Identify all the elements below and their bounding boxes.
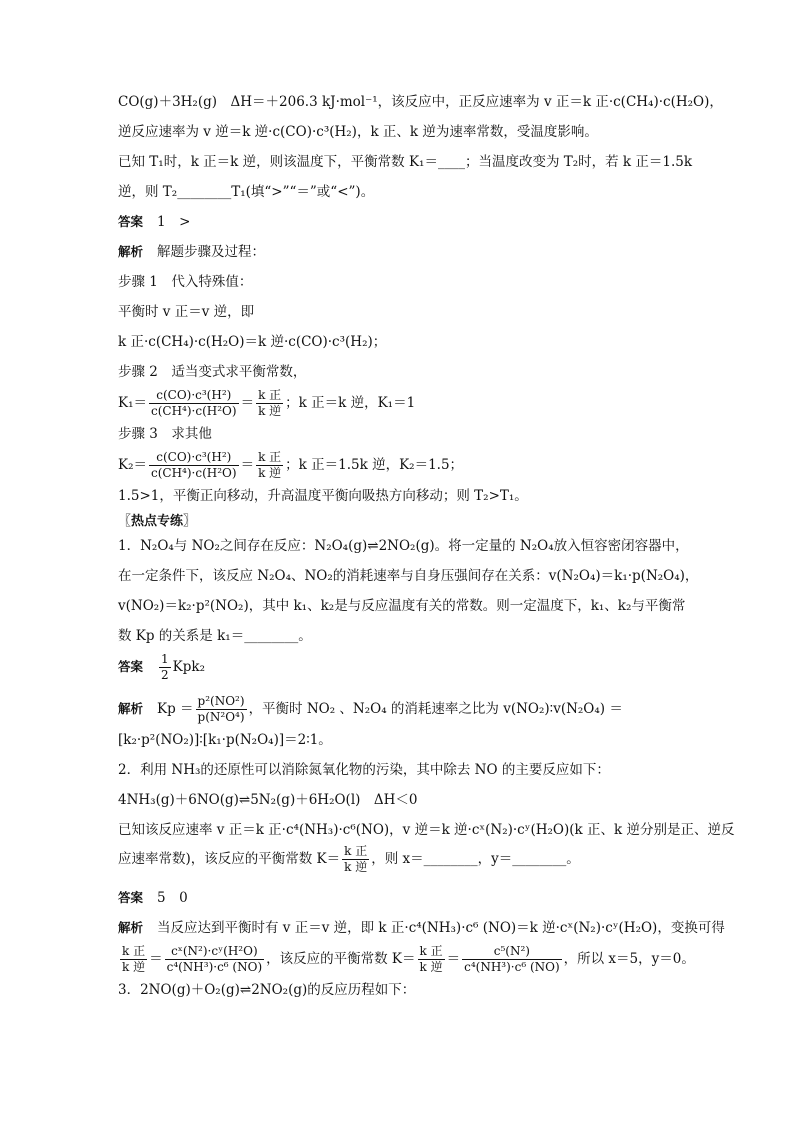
question-2-k-fraction (342, 844, 369, 875)
step-4-conclusion: 1.5>1，平衡正向移动，升高温度平衡向吸热方向移动；则 T₂>T₁。 (118, 488, 528, 504)
answer-1 (118, 212, 678, 232)
step-1: 步骤 1 代入特殊值： (118, 274, 253, 290)
k1-denominator: c(CH⁴)·c(H²O) (151, 404, 237, 418)
k1-equals: ＝ (240, 395, 255, 411)
step-3: 步骤 3 求其他 (118, 426, 212, 442)
analysis-3-k-denominator: k 逆 (122, 960, 146, 974)
step-1-a: 平衡时 v 正＝v 逆，即 (118, 304, 255, 320)
question-context-line-4: 逆，则 T₂________T₁(填“>”“＝”或“<”)。 (118, 184, 375, 200)
question-3-line-1: 3．2NO(g)＋O₂(g)⇌2NO₂(g)的反应历程如下： (118, 982, 416, 998)
question-context-line-1: CO(g)＋3H₂(g) ΔH＝＋206.3 kJ·mol⁻¹，该反应中，正反应速率为 v 正＝k 正·c(CH₄)·c(H₂O)， (118, 94, 723, 110)
k2-k-fraction (256, 450, 283, 481)
analysis-label: 解析 (118, 244, 144, 259)
analysis-text: 解题步骤及过程： (157, 244, 266, 260)
analysis-3-denominator-1: c⁴(NH³)·c⁶ (NO) (166, 960, 263, 974)
analysis-3-fraction-2 (462, 944, 562, 975)
analysis-2 (118, 688, 678, 730)
analysis-3-text: 当反应达到平衡时有 v 正＝v 逆，即 k 正·c⁴(NH₃)·c⁶ (NO)＝k 逆·cˣ(N₂)·cʸ(H₂O)，变换可得 (157, 920, 725, 936)
k1-k-numerator: k 正 (258, 388, 282, 402)
analysis-3-numerator-1: cˣ(N²)·cʸ(H²O) (165, 944, 265, 960)
answer-label: 答案 (118, 659, 144, 674)
answer-2-fraction (159, 652, 171, 683)
question-2-equation: 4NH₃(g)＋6NO(g)⇌5N₂(g)＋6H₂O(l) ΔH＜0 (118, 792, 418, 808)
analysis-2-rest: ，平衡时 NO₂ 、N₂O₄ 的消耗速率之比为 v(NO₂)∶v(N₂O₄) ＝ (248, 701, 623, 717)
step-2: 步骤 2 适当变式求平衡常数， (118, 364, 307, 380)
analysis-3-k-denominator-2: k 逆 (419, 960, 443, 974)
question-context-line-3: 已知 T₁时，k 正＝k 逆，则该温度下，平衡常数 K₁＝____；当温度改变为 T₂时，若 k 正＝1.5k (118, 154, 693, 170)
question-2-k-numerator: k 正 (344, 844, 368, 858)
analysis-3-k-numerator-2: k 正 (419, 944, 443, 958)
k2-equals: ＝ (240, 457, 255, 473)
analysis-3-eq1: ＝ (149, 951, 163, 967)
section-title: 〖热点专练〗 (118, 514, 197, 529)
question-2-k-denominator: k 逆 (344, 860, 368, 874)
analysis-2-denominator: p(N²O⁴) (197, 710, 245, 724)
k2-denominator: c(CH⁴)·c(H²O) (151, 466, 237, 480)
analysis-3-k-fraction (120, 944, 147, 975)
analysis-3-numerator-2: c⁵(N²) (462, 944, 562, 960)
k2-k-numerator: k 正 (258, 450, 282, 464)
analysis-3-eq2: ＝ (446, 951, 461, 967)
question-2-line-1: 2．利用 NH₃的还原性可以消除氮氧化物的污染，其中除去 NO 的主要反应如下： (118, 762, 610, 778)
analysis-1 (118, 242, 678, 262)
k1-k-denominator: k 逆 (258, 404, 282, 418)
answer-label: 答案 (118, 214, 144, 229)
document-page (118, 92, 735, 1000)
k2-numerator: c(CO)·c³(H²) (149, 450, 239, 466)
answer-3 (118, 888, 678, 908)
answer-2 (118, 646, 678, 688)
analysis-3-denominator-2: c⁴(NH³)·c⁶ (NO) (464, 960, 560, 974)
question-1-line-3: v(NO₂)＝k₂·p²(NO₂)，其中 k₁、k₂是与反应温度有关的常数。则一定温度下，k₁、k₂与平衡常 (118, 598, 686, 614)
question-context-line-2: 逆反应速率为 v 逆＝k 逆·c(CO)·c³(H₂)，k 正、k 逆为速率常数，受温度影响。 (118, 124, 598, 140)
answer-2-denominator: 2 (161, 668, 169, 682)
step-1-b: k 正·c(CH₄)·c(H₂O)＝k 逆·c(CO)·c³(H₂)； (118, 334, 387, 350)
answer-text: 1 > (157, 214, 191, 230)
k1-formula (118, 382, 678, 424)
question-1-line-4: 数 Kp 的关系是 k₁＝________。 (118, 628, 312, 644)
question-1-line-1: 1．N₂O₄与 NO₂之间存在反应：N₂O₄(g)⇌2NO₂(g)。将一定量的 N₂O₄放入恒容密闭容器中， (118, 538, 689, 554)
section-title-text: 热点专练 (131, 514, 184, 529)
question-2-line-4-a: 应速率常数)，该反应的平衡常数 K＝ (118, 851, 341, 867)
analysis-label: 解析 (118, 920, 144, 935)
answer-label: 答案 (118, 890, 144, 905)
analysis-2-lhs: Kp ＝ (157, 701, 194, 717)
analysis-3-mid: ，该反应的平衡常数 K＝ (266, 951, 416, 967)
analysis-3 (118, 918, 725, 938)
k1-fraction (149, 388, 239, 419)
k2-rest: ；k 正＝1.5k 逆，K₂＝1.5； (285, 457, 464, 473)
question-2-line-3: 已知该反应速率 v 正＝k 正·c⁴(NH₃)·c⁶(NO)，v 逆＝k 逆·cˣ(N₂)·cʸ(H₂O)(k 正、k 逆分别是正、逆反 (118, 822, 735, 838)
k1-rest: ；k 正＝k 逆，K₁＝1 (285, 395, 416, 411)
analysis-3-k-fraction-2 (418, 944, 445, 975)
question-2-line-4 (118, 840, 678, 878)
k2-formula (118, 444, 678, 486)
analysis-2-numerator: p²(NO²) (197, 694, 245, 708)
analysis-3-k-numerator: k 正 (122, 944, 146, 958)
analysis-3-fraction-1 (165, 944, 265, 975)
answer-2-rest: Kpk₂ (172, 659, 205, 675)
question-2-line-4-b: ，则 x＝________，y＝________。 (371, 851, 580, 867)
analysis-label: 解析 (118, 701, 144, 716)
question-1-line-2: 在一定条件下，该反应 N₂O₄、NO₂的消耗速率与自身压强间存在关系：v(N₂O₄)＝k₁·p(N₂O₄)， (118, 568, 699, 584)
k1-numerator: c(CO)·c³(H²) (149, 388, 239, 404)
k1-k-fraction (256, 388, 283, 419)
analysis-3-formula (118, 938, 695, 980)
analysis-3-end: ，所以 x＝5，y＝0。 (563, 951, 695, 967)
k2-lhs: K₂＝ (118, 457, 147, 473)
k1-lhs: K₁＝ (118, 395, 147, 411)
answer-3-text: 5 0 (157, 890, 188, 906)
answer-2-numerator: 1 (161, 652, 169, 666)
k2-k-denominator: k 逆 (258, 466, 282, 480)
analysis-2-fraction (196, 694, 247, 725)
k2-fraction (149, 450, 239, 481)
analysis-2-line-2: [k₂·p²(NO₂)]∶[k₁·p(N₂O₄)]＝2∶1。 (118, 732, 332, 748)
